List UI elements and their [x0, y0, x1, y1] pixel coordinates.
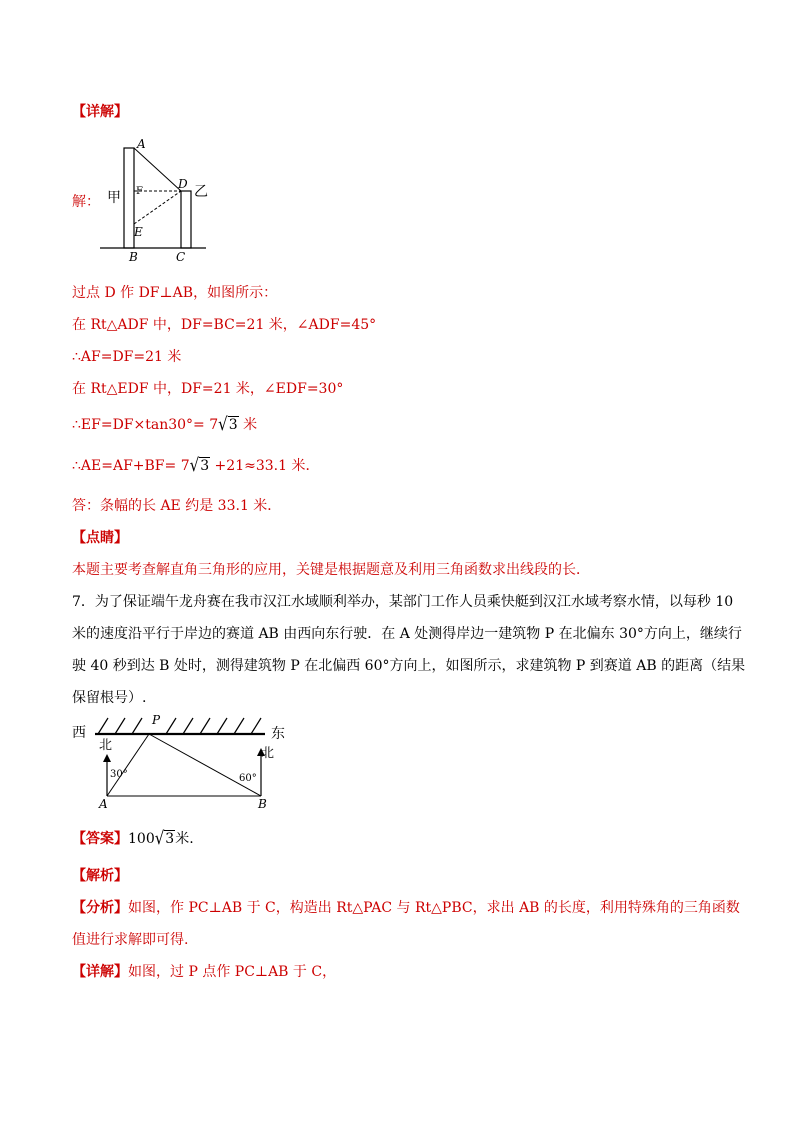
label-f: F [136, 186, 143, 197]
angle-60: 60° [239, 773, 257, 784]
analysis-line-1 [72, 897, 740, 917]
answer-value: 100 [128, 831, 155, 847]
bank-hatching [98, 718, 261, 734]
line-ad [134, 148, 181, 191]
river-diagram [70, 710, 295, 815]
line5-prefix: ∴EF=DF×tan30°= 7 [72, 417, 219, 433]
solution-line-6 [72, 455, 319, 475]
label-jia: 甲 [107, 190, 121, 206]
solution-line-5 [72, 414, 257, 434]
sqrt-radicand: 3 [200, 458, 210, 474]
answer-unit: 米. [175, 831, 194, 847]
line6-suffix: +21≈33.1 米． [210, 458, 320, 474]
answer-line: 答：条幅的长 AE 约是 33.1 米． [72, 498, 282, 514]
building-jia [124, 148, 134, 248]
label-north-a: 北 [99, 738, 113, 753]
label-east: 东 [271, 726, 285, 742]
solution-line-2: 在 Rt△ADF 中，DF=BC=21 米，∠ADF=45° [72, 317, 377, 333]
answer-label: 【答案】 [72, 831, 128, 847]
label-e: E [134, 225, 143, 239]
line-ap [107, 734, 149, 796]
solution-line-1: 过点 D 作 DF⊥AB，如图所示： [72, 285, 278, 301]
solution-line-4: 在 Rt△EDF 中，DF=21 米，∠EDF=30° [72, 381, 344, 397]
line-pb [149, 734, 261, 796]
comment-text: 本题主要考查解直角三角形的应用，关键是根据题意及利用三角函数求出线段的长． [72, 562, 590, 578]
analysis-fenxi-label: 【分析】 [72, 900, 128, 916]
label-west: 西 [72, 725, 86, 741]
comment-heading: 【点睛】 [72, 530, 128, 546]
line6-prefix: ∴AE=AF+BF= 7 [72, 458, 190, 474]
question-7-line-4: 保留根号）. [72, 690, 147, 706]
label-a: A [99, 797, 108, 811]
analysis-fenxi-text: 如图，作 PC⊥AB 于 C，构造出 Rt△PAC 与 Rt△PBC，求出 AB 的长度，利用特殊角的三角函数 [128, 900, 740, 916]
detail-heading: 【详解】 [72, 104, 128, 120]
analysis-line-2: 值进行求解即可得. [72, 932, 189, 948]
sqrt-symbol: √3 [218, 413, 238, 435]
sqrt-symbol: √3 [154, 827, 175, 849]
label-a: A [137, 137, 146, 151]
sqrt-radicand: 3 [165, 831, 175, 847]
building-diagram [98, 134, 218, 264]
angle-30: 30° [110, 769, 128, 780]
label-c: C [176, 250, 186, 264]
analysis-detail-text: 如图，过 P 点作 PC⊥AB 于 C， [128, 964, 337, 980]
line5-suffix: 米 [238, 417, 258, 433]
analysis-heading: 【解析】 [72, 868, 128, 884]
question-7-line-1: 7．为了保证端午龙舟赛在我市汉江水域顺利举办，某部门工作人员乘快艇到汉江水域考察水情，以每秒 10 [72, 594, 734, 610]
label-yi: 乙 [194, 184, 208, 200]
question-7-line-3: 驶 40 秒到达 B 处时，测得建筑物 P 在北偏西 60°方向上，如图所示，求建筑物 P 到赛道 AB 的距离（结果 [72, 658, 746, 674]
solve-label: 解： [72, 194, 100, 210]
analysis-detail [72, 961, 336, 981]
analysis-detail-label: 【详解】 [72, 964, 128, 980]
sqrt-radicand: 3 [228, 417, 238, 433]
answer-row [72, 828, 194, 848]
label-d: D [178, 177, 188, 191]
label-b: B [129, 250, 138, 264]
solution-line-3: ∴AF=DF=21 米 [72, 349, 182, 365]
label-b: B [258, 797, 267, 811]
sqrt-symbol: √3 [189, 454, 210, 476]
label-north-b: 北 [261, 746, 275, 761]
arrow-icon [103, 754, 111, 762]
building-yi [181, 191, 191, 248]
question-7-line-2: 米的速度沿平行于岸边的赛道 AB 由西向东行驶．在 A 处测得岸边一建筑物 P 在北偏东 30°方向上，继续行 [72, 626, 742, 642]
label-p: P [152, 713, 161, 727]
